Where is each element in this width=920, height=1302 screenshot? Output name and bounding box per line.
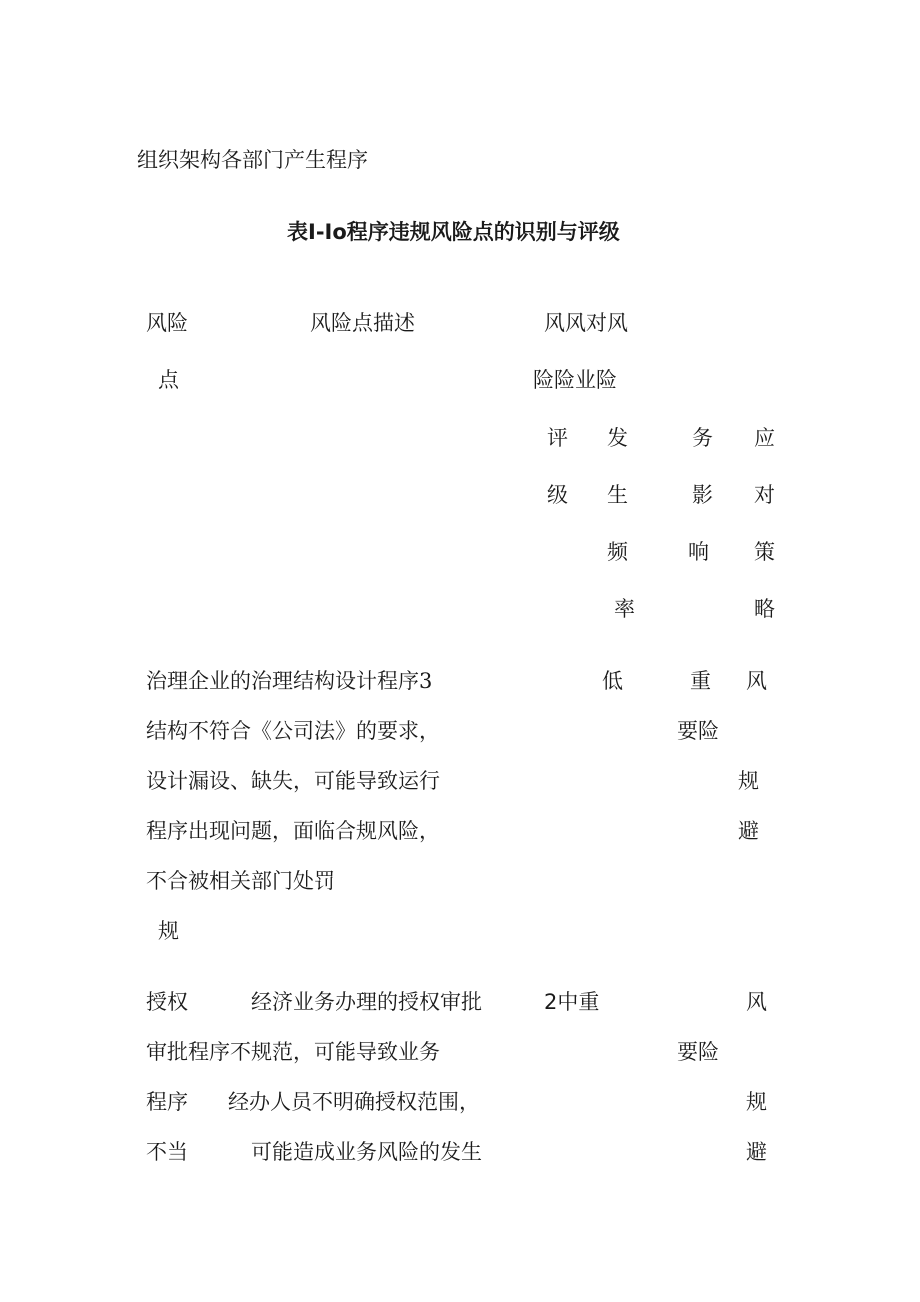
row2-desc-4: 可能造成业务风险的发生 — [251, 1140, 482, 1164]
row1-line-4: 程序出现问题，面临合规风险， — [146, 819, 440, 843]
header-impact-1: 务 — [692, 426, 713, 450]
header-multi-1: 风风对风 — [544, 311, 628, 335]
header-rating-1: 评 — [547, 426, 568, 450]
header-frequency-2: 生 — [607, 483, 628, 507]
row2-risk-4: 不当 — [146, 1140, 188, 1164]
row2-rating-frequency: 2中重 — [544, 990, 600, 1014]
row2-strategy-3: 避 — [746, 1140, 767, 1164]
row2-desc-1: 经济业务办理的授权审批 — [251, 990, 482, 1014]
row1-line-1: 治理企业的治理结构设计程序3 — [146, 669, 433, 693]
row1-strategy-2: 规 — [738, 769, 759, 793]
header-strategy-4: 略 — [754, 597, 775, 621]
header-impact-3: 响 — [688, 540, 709, 564]
document-heading: 组织架构各部门产生程序 — [137, 148, 368, 172]
row2-strategy-2: 规 — [746, 1090, 767, 1114]
header-strategy-3: 策 — [754, 540, 775, 564]
row1-risk-tail: 规 — [158, 919, 179, 943]
row1-impact-1: 重 — [690, 669, 711, 693]
header-strategy-1: 应 — [754, 426, 775, 450]
row1-strategy-3: 避 — [738, 819, 759, 843]
row2-impact-2: 要险 — [677, 1040, 719, 1064]
header-frequency-4: 率 — [614, 597, 635, 621]
header-rating-2: 级 — [547, 483, 568, 507]
row2-strategy-1: 风 — [746, 990, 767, 1014]
row1-line-3: 设计漏设、缺失，可能导致运行 — [146, 769, 440, 793]
row1-impact-2: 要险 — [677, 719, 719, 743]
header-strategy-2: 对 — [754, 483, 775, 507]
row2-risk-1: 授权 — [146, 990, 188, 1014]
row1-frequency: 低 — [602, 669, 623, 693]
header-impact-2: 影 — [692, 483, 713, 507]
header-multi-2: 险险业险 — [533, 368, 617, 392]
row1-line-2: 结构不符合《公司法》的要求， — [146, 719, 440, 743]
row2-risk-3: 程序 — [146, 1090, 188, 1114]
row1-line-5: 不合被相关部门处罚 — [146, 869, 335, 893]
header-risk-point-1: 风险 — [146, 311, 188, 335]
row2-line-2: 审批程序不规范，可能导致业务 — [146, 1040, 440, 1064]
row1-strategy-1: 风 — [746, 669, 767, 693]
header-frequency-3: 频 — [607, 540, 628, 564]
header-frequency-1: 发 — [607, 426, 628, 450]
header-risk-point-2: 点 — [158, 368, 179, 392]
header-description: 风险点描述 — [310, 311, 415, 335]
table-title: 表I-Io程序违规风险点的识别与评级 — [287, 220, 620, 244]
row2-desc-3: 经办人员不明确授权范围， — [228, 1090, 480, 1114]
